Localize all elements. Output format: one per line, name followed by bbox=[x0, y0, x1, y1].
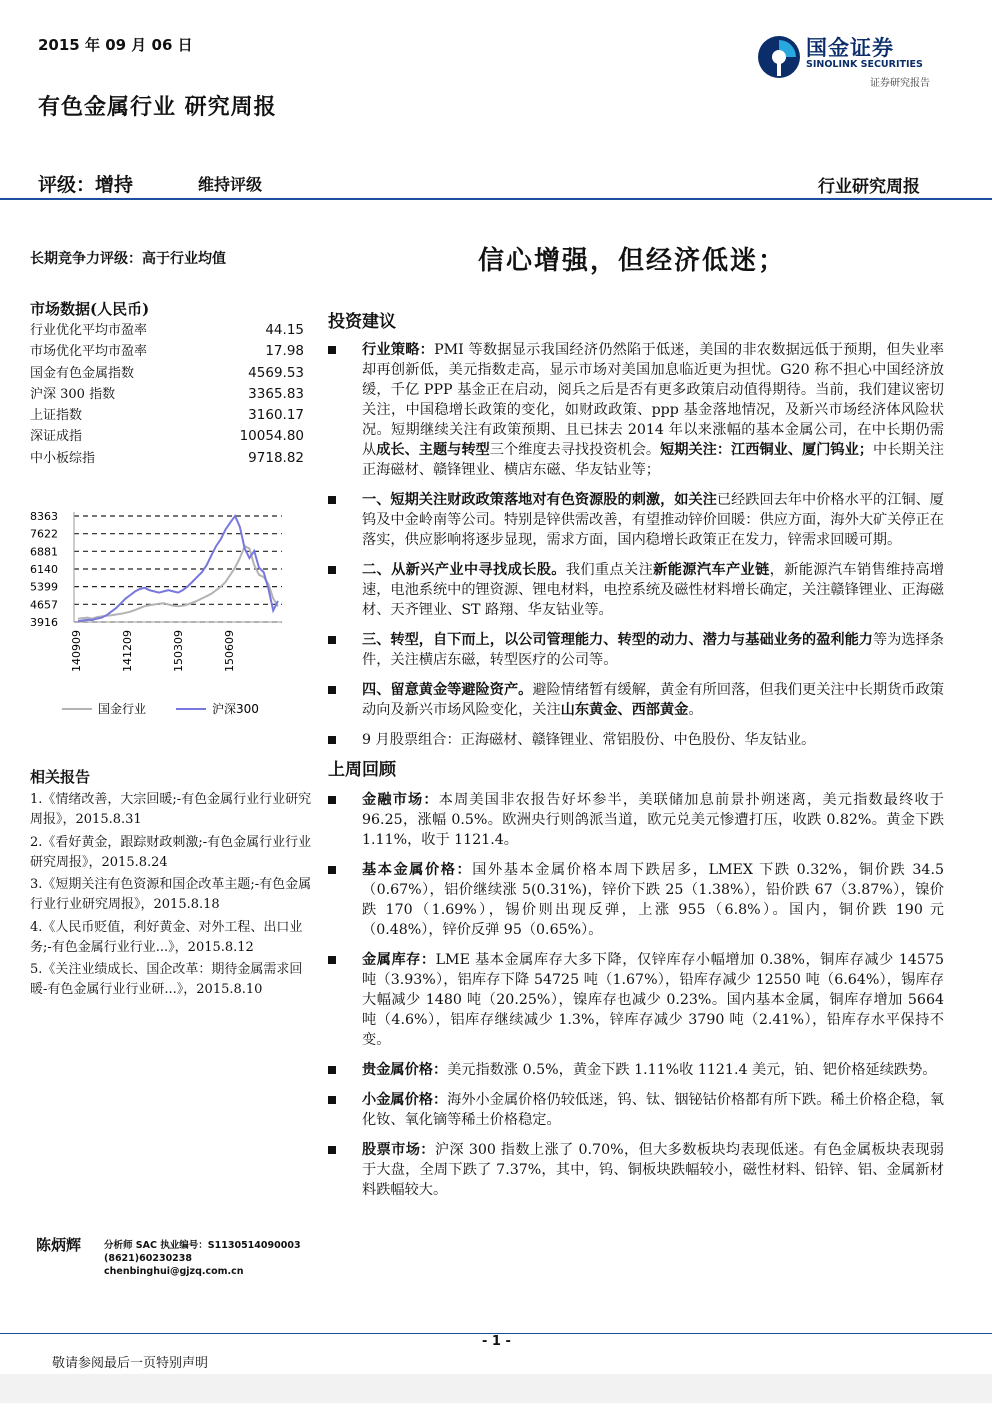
invest-paragraph bbox=[328, 630, 944, 670]
para-lead: 一、短期关注财政政策落地对有色资源股的刺激，如关注 bbox=[362, 492, 717, 508]
market-label: 行业优化平均市盈率 bbox=[30, 323, 148, 338]
logo-emblem-icon bbox=[756, 34, 802, 80]
index-line-chart bbox=[28, 500, 308, 730]
market-value: 9718.82 bbox=[248, 449, 304, 466]
y-tick-label: 5399 bbox=[30, 580, 58, 594]
footer-band bbox=[0, 1374, 992, 1403]
para-text: 我们重点关注 bbox=[565, 562, 654, 578]
para-text: 国外基本金属价格本周下跌居多，LMEX 下跌 0.32%，铜价跌 34.5（0.67%），铝价继续涨 5(0.31%)，锌价下跌 25（1.38%），铅价跌 67（3.87%），镍价跌 170（1.69%），锡价则出现反弹，上涨 955（6.8%）。国内，铜价跌 190 元（0.48%），锌价反弹 95（0.65%）。 bbox=[362, 862, 944, 938]
para-lead: 四、留意黄金等避险资产。 bbox=[362, 682, 533, 698]
market-row bbox=[30, 341, 304, 362]
market-value: 44.15 bbox=[265, 322, 304, 338]
market-data-title: 市场数据(人民币) bbox=[30, 300, 150, 318]
related-report-item[interactable]: 4.《人民币贬值，利好黄金、对外工程、出口业务;-有色金属行业行业...》，2015.8.12 bbox=[30, 919, 303, 955]
para-emph: 成长、主题与转型 bbox=[376, 442, 490, 458]
market-row bbox=[30, 405, 304, 426]
review-paragraph bbox=[328, 860, 944, 940]
bullet-icon bbox=[328, 956, 336, 964]
last-week-review-title: 上周回顾 bbox=[328, 760, 396, 780]
review-paragraph bbox=[328, 1060, 944, 1080]
competitiveness-rating: 长期竞争力评级：高于行业均值 bbox=[30, 251, 226, 267]
x-tick-label: 141209 bbox=[121, 630, 134, 672]
review-paragraph bbox=[328, 790, 944, 850]
para-text: 已经跌回去年中价格水平的江铜、厦钨及中金岭南等公司。特别是锌供需改善，有望推动锌价回暖：供应方面，海外大矿关停正在落实，供应影响将逐步显现，需求方面，国内稳增长政策正在发力，锌需求回暖可期。 bbox=[362, 492, 944, 548]
y-tick-label: 8363 bbox=[30, 510, 58, 523]
market-row bbox=[30, 448, 304, 469]
review-paragraph bbox=[328, 1140, 944, 1200]
legend-label: 国金行业 bbox=[98, 702, 147, 716]
y-tick-label: 6881 bbox=[30, 545, 58, 559]
market-row bbox=[30, 426, 304, 447]
related-reports-title: 相关报告 bbox=[30, 768, 91, 786]
y-tick-label: 6140 bbox=[30, 562, 58, 576]
market-label: 深证成指 bbox=[30, 429, 83, 445]
market-label: 国金有色金属指数 bbox=[30, 365, 135, 381]
rating-action: 维持评级 bbox=[198, 175, 263, 194]
page-number: - 1 - bbox=[482, 1334, 511, 1349]
para-lead: 二、从新兴产业中寻找成长股。 bbox=[362, 562, 566, 578]
bullet-icon bbox=[328, 686, 336, 694]
para-lead: 小金属价格： bbox=[362, 1092, 448, 1108]
investment-advice-title: 投资建议 bbox=[328, 312, 396, 332]
bullet-icon bbox=[328, 1066, 336, 1074]
headline: 信心增强，但经济低迷； bbox=[478, 246, 787, 276]
para-lead: 金融市场： bbox=[362, 792, 439, 808]
analyst-name: 陈炳辉 bbox=[36, 1236, 82, 1254]
report-type: 行业研究周报 bbox=[818, 177, 920, 197]
main-content bbox=[328, 340, 944, 1210]
para-text: LME 基本金属库存大多下降，仅锌库存小幅增加 0.38%，铜库存减少 14575 吨（3.93%），铝库存下降 54725 吨（1.67%），铅库存减少 12550 吨（6.64%），锡库存大幅减少 1480 吨（20.25%），镍库存也减少 0.23%。国内基本金属，铜库存增加 5664 吨（4.6%），铝库存继续减少 1.3%，锌库存减少 3790 吨（2.41%），铅库存水平保持不变。 bbox=[362, 952, 944, 1048]
para-lead: 金属库存： bbox=[362, 952, 436, 968]
bullet-icon bbox=[328, 736, 336, 744]
analyst-cert: 分析师 SAC 执业编号：S1130514090003 bbox=[104, 1240, 301, 1251]
bullet-icon bbox=[328, 1096, 336, 1104]
bullet-icon bbox=[328, 636, 336, 644]
market-row bbox=[30, 384, 304, 405]
market-label: 上证指数 bbox=[30, 408, 83, 424]
logo-cn-text: 国金证券 bbox=[806, 36, 894, 60]
logo-en-text: SINOLINK SECURITIES bbox=[806, 59, 923, 70]
market-value: 3365.83 bbox=[248, 385, 304, 402]
para-text: 沪深 300 指数上涨了 0.70%，但大多数板块均表现低迷。有色金属板块表现弱于大盘，全周下跌了 7.37%，其中，钨、铜板块跌幅较小，磁性材料、铅锌、铝、金属新材料跌幅较大。 bbox=[362, 1142, 944, 1198]
para-emph: 短期关注：江西铜业、厦门钨业； bbox=[660, 442, 873, 458]
para-lead: 股票市场： bbox=[362, 1142, 435, 1158]
bullet-icon bbox=[328, 346, 336, 354]
related-report-item[interactable]: 2.《看好黄金，跟踪财政刺激;-有色金属行业行业研究周报》，2015.8.24 bbox=[30, 834, 312, 870]
header-divider bbox=[0, 198, 992, 200]
bullet-icon bbox=[328, 566, 336, 574]
analyst-phone: (8621)60230238 bbox=[104, 1253, 193, 1264]
market-value: 10054.80 bbox=[239, 428, 304, 445]
analyst-contact bbox=[104, 1239, 301, 1278]
invest-paragraph bbox=[328, 680, 944, 720]
para-text: PMI 等数据显示我国经济仍然陷于低迷，美国的非农数据远低于预期，但失业率却再创新低，美元指数走高，显示市场对美国加息临近更为担忧。G20 称不担心中国经济放缓，千亿 PPP 基金正在启动，阅兵之后是否有更多政策启动值得期待。当前，我们建议密切关注，中国稳增长政策的变化，如财政政策、ppp 基金落地情况，及新兴市场经济体风险状况。短期继续关注有政策预期、且已抹去 2014 年以来涨幅的基本金属公司，在中长期仍需从 bbox=[362, 342, 944, 458]
invest-paragraph bbox=[328, 560, 944, 620]
legend-label: 沪深300 bbox=[212, 702, 259, 716]
para-text: 美元指数涨 0.5%，黄金下跌 1.11%收 1121.4 美元，铂、钯价格延续跌势。 bbox=[447, 1062, 937, 1078]
market-label: 沪深 300 指数 bbox=[30, 386, 116, 402]
review-paragraph bbox=[328, 950, 944, 1050]
report-title: 有色金属行业 研究周报 bbox=[38, 94, 277, 120]
x-tick-label: 150309 bbox=[172, 630, 185, 672]
rating: 评级：增持 bbox=[38, 174, 134, 196]
invest-paragraph bbox=[328, 340, 944, 480]
para-lead: 行业策略： bbox=[362, 342, 435, 358]
para-lead: 贵金属价格： bbox=[362, 1062, 448, 1078]
para-lead: 三、转型，自下而上，以公司管理能力、转型的动力、潜力与基础业务的盈利能力 bbox=[362, 632, 874, 648]
para-text: ，新能源汽车销售维持高增速，电池系统中的锂资源、锂电材料，电控系统及磁性材料增长确定，关注赣锋锂业、正海磁材、天齐锂业、ST 路翔、华友钴业等。 bbox=[362, 562, 944, 618]
company-logo bbox=[756, 28, 956, 90]
para-text: 。 bbox=[688, 702, 703, 718]
market-row bbox=[30, 363, 304, 384]
y-tick-label: 4657 bbox=[30, 598, 58, 612]
market-value: 4569.53 bbox=[248, 364, 304, 381]
invest-paragraph bbox=[328, 490, 944, 550]
para-text: 9 月股票组合：正海磁材、赣锋锂业、常铝股份、中色股份、华友钴业。 bbox=[362, 732, 816, 748]
review-paragraph bbox=[328, 1090, 944, 1130]
related-report-item[interactable]: 1.《情绪改善，大宗回暖;-有色金属行业行业研究周报》，2015.8.31 bbox=[30, 792, 312, 827]
para-text: 避险情绪暂有缓解，黄金有所回落，但我们更关注中长期货币政策动向及新兴市场风险变化，关注 bbox=[362, 682, 944, 718]
para-text: 本周美国非农报告好坏参半，美联储加息前景扑朔迷离，美元指数最终收于 96.25，涨幅 0.5%。欧洲央行则鸽派当道，欧元兑美元惨遭打压，收跌 0.82%。黄金下跌 1.11%，收于 1121.4。 bbox=[362, 792, 944, 848]
x-tick-label: 140909 bbox=[70, 630, 83, 672]
market-label: 中小板综指 bbox=[30, 450, 96, 466]
y-tick-label: 3916 bbox=[30, 616, 58, 629]
x-tick-label: 150609 bbox=[223, 630, 236, 672]
invest-paragraph bbox=[328, 730, 944, 750]
market-value: 17.98 bbox=[265, 343, 304, 360]
bullet-icon bbox=[328, 1146, 336, 1154]
analyst-email[interactable]: chenbinghui@gjzq.com.cn bbox=[104, 1266, 244, 1277]
para-emph: 山东黄金、西部黄金 bbox=[560, 702, 689, 718]
para-text: 海外小金属价格仍较低迷，钨、钛、铟铋钴价格都有所下跌。稀土价格企稳，氧化钕、氧化镝等稀土价格稳定。 bbox=[362, 1092, 944, 1128]
para-emph: 新能源汽车产业链 bbox=[653, 562, 770, 578]
market-value: 3160.17 bbox=[248, 407, 304, 424]
para-lead: 基本金属价格： bbox=[362, 862, 473, 878]
disclaimer-note: 敬请参阅最后一页特别声明 bbox=[52, 1356, 209, 1371]
para-text: 三个维度去寻找投资机会。 bbox=[489, 442, 661, 458]
market-label: 市场优化平均市盈率 bbox=[30, 344, 148, 360]
related-report-item[interactable]: 5.《关注业绩成长、国企改革：期待金属需求回暖-有色金属行业行业研...》，2015.8.10 bbox=[30, 962, 303, 997]
related-report-item[interactable]: 3.《短期关注有色资源和国企改革主题;-有色金属行业行业研究周报》，2015.8.18 bbox=[30, 877, 312, 912]
related-reports-list bbox=[30, 790, 318, 1003]
bullet-icon bbox=[328, 496, 336, 504]
para-text: 等为选择条件，关注横店东磁，转型医疗的公司等。 bbox=[362, 632, 944, 668]
bullet-icon bbox=[328, 866, 336, 874]
para-text: 中长期关注正海磁材、赣锋锂业、横店东磁、华友钴业等； bbox=[362, 442, 944, 478]
y-tick-label: 7622 bbox=[30, 527, 58, 541]
logo-subtitle: 证券研究报告 bbox=[870, 78, 930, 89]
report-date: 2015 年 09 月 06 日 bbox=[38, 36, 193, 54]
market-data-table bbox=[30, 320, 304, 469]
bullet-icon bbox=[328, 796, 336, 804]
market-row bbox=[30, 320, 304, 341]
